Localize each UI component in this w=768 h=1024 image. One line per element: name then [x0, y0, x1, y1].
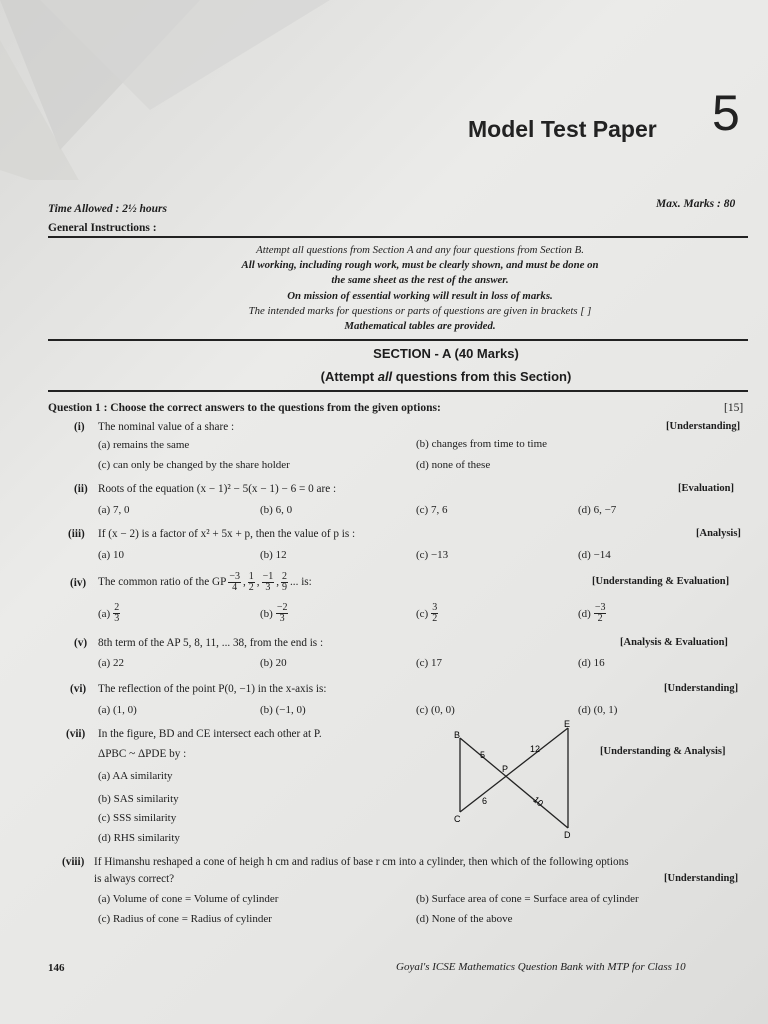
option-label: (c) — [416, 607, 429, 620]
part-number: (ii) — [74, 483, 88, 495]
numerator: 2 — [114, 602, 120, 613]
subtitle-emphasis: all — [377, 369, 393, 384]
question-text: The reflection of the point P(0, −1) in the x-axis is: — [98, 683, 327, 695]
label-c: C — [454, 814, 461, 824]
question-text: 8th term of the AP 5, 8, 11, ... 38, from the end is : — [98, 637, 324, 649]
section-title: SECTION - A (40 Marks) — [373, 346, 519, 361]
question-text: If (x − 2) is a factor of x² + 5x + p, then the value of p is : — [98, 528, 356, 540]
option-b: (b) changes from time to time — [416, 438, 548, 450]
gp-term-3 — [262, 572, 275, 593]
instruction-line: Mathematical tables are provided. — [344, 320, 496, 333]
denominator: 3 — [114, 613, 120, 624]
option-label: (b) — [260, 607, 273, 620]
option-c: (c) 7, 6 — [416, 504, 448, 516]
label-pe-length: 12 — [530, 744, 541, 754]
skill-tag: [Understanding] — [664, 873, 739, 884]
gp-term-1 — [228, 572, 241, 593]
skill-tag: [Understanding & Evaluation] — [592, 576, 730, 587]
option-c: (c) can only be changed by the share holder — [98, 459, 290, 471]
option-label: (a) — [98, 607, 111, 620]
option-c: (c) SSS similarity — [98, 812, 177, 824]
label-p: P — [502, 764, 509, 774]
option-d — [578, 603, 606, 624]
option-b: (b) 6, 0 — [260, 504, 293, 516]
subtitle-post: questions from this Section) — [392, 369, 572, 384]
option-a: (a) remains the same — [98, 439, 190, 451]
question-text-2: ΔPBC ~ ΔPDE by : — [98, 748, 187, 760]
option-d: (d) (0, 1) — [578, 704, 618, 716]
instruction-line: On mission of essential working will result in loss of marks. — [287, 289, 553, 302]
page-title: Model Test Paper — [468, 116, 657, 142]
option-a: (a) 22 — [98, 657, 124, 669]
numerator: −2 — [276, 602, 288, 613]
option-b: (b) (−1, 0) — [260, 704, 306, 716]
divider — [48, 339, 748, 341]
part-number: (vii) — [66, 728, 86, 740]
option-d: (d) none of these — [416, 459, 491, 471]
skill-tag: [Understanding] — [666, 421, 741, 432]
option-b: (b) 20 — [260, 657, 287, 669]
option-a: (a) (1, 0) — [98, 704, 137, 716]
option-fraction — [113, 603, 120, 624]
segment-bd — [460, 738, 568, 828]
label-pb-length: 5 — [480, 750, 486, 760]
option-d: (d) 6, −7 — [578, 504, 617, 516]
question-text: The common ratio of the GP $\frac{-3}{4}$ , $\frac{1}{2}$ , $\frac{-1}{3}$ , $\frac{2}{9}$ ... is: — [98, 570, 312, 593]
instruction-line: The intended marks for questions or parts of questions are given in brackets [ ] — [248, 304, 592, 317]
max-marks: Max. Marks : 80 — [656, 198, 736, 210]
question-1-label: Question 1 : Choose the correct answers to the questions from the given options: — [48, 402, 441, 414]
paper-number: 5 — [712, 85, 740, 141]
segment-ce — [460, 728, 568, 812]
divider — [48, 236, 748, 238]
time-allowed: Time Allowed : 2½ hours — [48, 203, 167, 215]
option-a: (a) Volume of cone = Volume of cylinder — [98, 893, 279, 905]
option-a — [98, 603, 120, 624]
option-c: (c) (0, 0) — [416, 704, 455, 716]
option-c: (c) 17 — [416, 657, 442, 669]
part-number: (viii) — [62, 856, 85, 868]
subtitle-pre: (Attempt — [320, 369, 378, 384]
instructions-block — [48, 243, 768, 334]
gp-term-4 — [281, 572, 288, 593]
label-pd-length: 10 — [531, 794, 546, 809]
option-d: (d) −14 — [578, 549, 611, 561]
option-d: (d) 16 — [578, 657, 605, 669]
skill-tag: [Understanding & Analysis] — [600, 746, 726, 757]
instruction-line: the same sheet as the rest of the answer. — [331, 274, 509, 287]
label-b: B — [454, 730, 461, 740]
skill-tag: [Analysis & Evaluation] — [620, 637, 728, 648]
option-label: (d) — [578, 607, 591, 620]
question-text-2: is always correct? — [94, 873, 175, 885]
question-text: In the figure, BD and CE intersect each other at P. — [98, 728, 322, 740]
numerator: 2 — [282, 570, 287, 582]
option-fraction — [276, 603, 289, 624]
option-c: (c) −13 — [416, 549, 449, 561]
label-pc-length: 6 — [482, 796, 488, 806]
numerator: 3 — [432, 602, 438, 613]
question-text: Roots of the equation (x − 1)² − 5(x − 1) − 6 = 0 are : — [98, 483, 337, 495]
question-text: If Himanshu reshaped a cone of heigh h cm and radius of base r cm into a cylinder, then which of the following options — [94, 856, 629, 868]
denominator: 3 — [279, 613, 285, 624]
numerator: −1 — [262, 570, 274, 582]
option-b: (b) SAS similarity — [98, 793, 179, 805]
numerator: −3 — [594, 602, 606, 613]
option-a: (a) 10 — [98, 549, 124, 561]
question-text: The nominal value of a share : — [98, 421, 235, 433]
divider — [48, 390, 748, 392]
gp-term-2 — [248, 572, 255, 593]
part-number: (vi) — [70, 683, 87, 695]
numerator: −3 — [229, 570, 240, 582]
option-b — [260, 603, 288, 624]
option-fraction — [594, 603, 607, 624]
option-a: (a) AA similarity — [98, 770, 173, 782]
label-e: E — [564, 720, 571, 729]
part-number: (iv) — [70, 577, 87, 589]
denominator: 2 — [432, 613, 438, 624]
instruction-line: All working, including rough work, must be clearly shown, and must be done on — [241, 259, 599, 272]
option-d: (d) None of the above — [416, 913, 513, 925]
option-fraction — [431, 603, 438, 624]
page-number: 146 — [48, 962, 65, 974]
gp-text-pre: The common ratio of the GP — [98, 576, 227, 588]
denominator: 4 — [232, 581, 238, 593]
decorative-triangles — [0, 0, 768, 180]
book-title: Goyal's ICSE Mathematics Question Bank with MTP for Class 10 — [396, 961, 686, 973]
skill-tag: [Analysis] — [696, 528, 741, 539]
option-c: (c) Radius of cone = Radius of cylinder — [98, 913, 272, 925]
option-c — [416, 603, 438, 624]
general-instructions-label: General Instructions : — [48, 222, 157, 234]
option-b: (b) 12 — [260, 549, 287, 561]
instruction-line: Attempt all questions from Section A and any four questions from Section B. — [256, 244, 584, 256]
denominator: 2 — [597, 613, 603, 624]
skill-tag: [Understanding] — [664, 683, 739, 694]
denominator: 2 — [248, 581, 254, 593]
part-number: (iii) — [68, 528, 85, 540]
option-b: (b) Surface area of cone = Surface area of cylinder — [416, 893, 639, 905]
part-number: (i) — [74, 421, 85, 433]
option-a: (a) 7, 0 — [98, 504, 130, 516]
denominator: 9 — [282, 581, 287, 593]
option-d: (d) RHS similarity — [98, 832, 180, 844]
similar-triangles-figure — [450, 720, 590, 840]
part-number: (v) — [74, 637, 88, 649]
skill-tag: [Evaluation] — [678, 483, 735, 494]
question-1-marks: [15] — [724, 402, 744, 414]
gp-text-post: ... is: — [290, 576, 312, 588]
numerator: 1 — [248, 570, 254, 582]
label-d: D — [564, 830, 571, 840]
section-subtitle — [48, 369, 768, 384]
denominator: 3 — [265, 581, 271, 593]
